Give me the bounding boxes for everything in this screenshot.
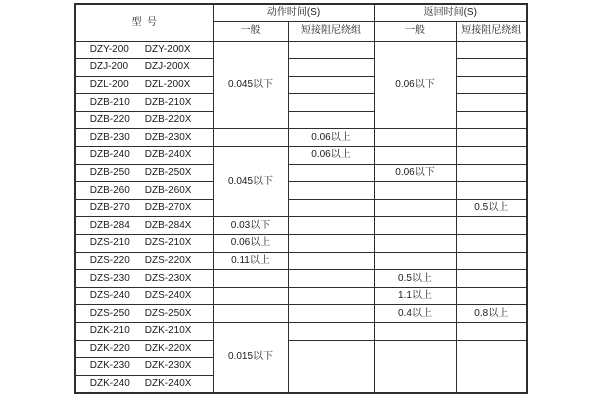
action-general-cell xyxy=(213,287,288,305)
model-pair xyxy=(76,168,213,178)
col-header-action-time: 动作时间(S) xyxy=(213,4,374,21)
model-x-label: DZS-250X xyxy=(144,307,192,319)
return-damped-cell xyxy=(456,59,527,77)
model-x-label: DZB-284X xyxy=(144,219,192,231)
model-x-label: DZL-200X xyxy=(144,78,191,90)
model-cell xyxy=(75,182,213,200)
model-pair xyxy=(76,62,213,72)
table-row xyxy=(75,147,527,165)
model-pair xyxy=(76,150,213,160)
model-x-label: DZS-220X xyxy=(144,254,192,266)
return-general-cell: 0.06以下 xyxy=(374,41,456,129)
model-cell xyxy=(75,111,213,129)
table-row xyxy=(75,182,527,200)
action-damped-cell xyxy=(288,76,374,94)
model-label: DZB-284 xyxy=(89,219,130,231)
model-label: DZJ-200 xyxy=(89,61,129,73)
model-cell xyxy=(75,199,213,217)
model-label: DZS-230 xyxy=(89,272,130,284)
return-general-cell xyxy=(374,147,456,165)
return-damped-cell: 0.5以上 xyxy=(456,199,527,217)
table-row xyxy=(75,323,527,341)
return-general-cell xyxy=(374,340,456,393)
action-damped-cell xyxy=(288,111,374,129)
relay-timing-spec-table xyxy=(74,3,528,394)
return-damped-cell xyxy=(456,94,527,112)
return-general-cell xyxy=(374,217,456,235)
return-damped-cell xyxy=(456,340,527,393)
table-row xyxy=(75,340,527,358)
model-label: DZK-210 xyxy=(89,325,130,337)
model-pair xyxy=(76,361,213,371)
model-x-label: DZB-240X xyxy=(144,149,192,161)
action-damped-cell xyxy=(288,199,374,217)
col-header-model: 型 号 xyxy=(75,4,213,41)
return-damped-cell xyxy=(456,111,527,129)
model-cell xyxy=(75,94,213,112)
model-cell xyxy=(75,287,213,305)
table-body xyxy=(75,41,527,393)
model-cell xyxy=(75,323,213,341)
model-label: DZB-260 xyxy=(89,184,130,196)
table-row xyxy=(75,94,527,112)
table-row xyxy=(75,111,527,129)
model-pair xyxy=(76,291,213,301)
return-damped-cell xyxy=(456,164,527,182)
action-damped-cell xyxy=(288,270,374,288)
table-row xyxy=(75,217,527,235)
model-pair xyxy=(76,45,213,55)
model-cell xyxy=(75,59,213,77)
model-label: DZB-230 xyxy=(89,131,130,143)
table-row xyxy=(75,41,527,59)
model-label: DZB-270 xyxy=(89,202,130,214)
col-header-return-time: 返回时间(S) xyxy=(374,4,527,21)
action-damped-cell xyxy=(288,41,374,59)
model-x-label: DZY-200X xyxy=(144,43,191,55)
return-general-cell xyxy=(374,129,456,147)
model-x-label: DZS-210X xyxy=(144,237,192,249)
model-label: DZK-230 xyxy=(89,360,130,372)
return-damped-cell xyxy=(456,323,527,341)
model-pair xyxy=(76,115,213,125)
return-general-cell xyxy=(374,252,456,270)
action-damped-cell xyxy=(288,182,374,200)
return-general-cell xyxy=(374,199,456,217)
action-damped-cell xyxy=(288,235,374,253)
model-pair xyxy=(76,186,213,196)
model-x-label: DZB-270X xyxy=(144,202,192,214)
action-general-cell xyxy=(213,305,288,323)
model-pair xyxy=(76,379,213,389)
return-general-cell xyxy=(374,323,456,341)
col-header-return-damped: 短接阻尼绕组 xyxy=(456,21,527,41)
model-x-label: DZB-220X xyxy=(144,114,192,126)
return-damped-cell xyxy=(456,287,527,305)
model-label: DZS-250 xyxy=(89,307,130,319)
model-x-label: DZS-240X xyxy=(144,290,192,302)
model-cell xyxy=(75,305,213,323)
return-damped-cell xyxy=(456,235,527,253)
table-row xyxy=(75,305,527,323)
return-damped-cell xyxy=(456,182,527,200)
action-damped-cell xyxy=(288,217,374,235)
model-label: DZK-220 xyxy=(89,342,130,354)
return-damped-cell xyxy=(456,147,527,165)
action-general-cell: 0.015以下 xyxy=(213,323,288,393)
model-pair xyxy=(76,98,213,108)
model-pair xyxy=(76,309,213,319)
model-pair xyxy=(76,256,213,266)
action-damped-cell: 0.06以上 xyxy=(288,129,374,147)
model-pair xyxy=(76,80,213,90)
model-pair xyxy=(76,274,213,284)
return-damped-cell xyxy=(456,270,527,288)
table-header xyxy=(75,4,527,41)
return-general-cell: 0.4以上 xyxy=(374,305,456,323)
model-pair xyxy=(76,133,213,143)
table-row xyxy=(75,252,527,270)
action-general-cell xyxy=(213,270,288,288)
model-pair xyxy=(76,221,213,231)
action-damped-cell xyxy=(288,164,374,182)
return-general-cell: 1.1以上 xyxy=(374,287,456,305)
model-pair xyxy=(76,203,213,213)
model-label: DZS-220 xyxy=(89,254,130,266)
model-cell xyxy=(75,76,213,94)
return-damped-cell xyxy=(456,41,527,59)
model-cell xyxy=(75,340,213,358)
model-pair xyxy=(76,344,213,354)
return-general-cell xyxy=(374,235,456,253)
model-cell xyxy=(75,375,213,393)
model-x-label: DZK-240X xyxy=(144,377,192,389)
col-header-return-general: 一般 xyxy=(374,21,456,41)
model-label: DZS-210 xyxy=(89,237,130,249)
model-cell xyxy=(75,358,213,376)
model-x-label: DZS-230X xyxy=(144,272,192,284)
action-damped-cell: 0.06以上 xyxy=(288,147,374,165)
action-general-cell: 0.045以下 xyxy=(213,41,288,129)
model-x-label: DZJ-200X xyxy=(144,61,190,73)
model-cell xyxy=(75,129,213,147)
model-label: DZK-240 xyxy=(89,377,130,389)
model-cell xyxy=(75,270,213,288)
action-general-cell xyxy=(213,129,288,147)
action-damped-cell xyxy=(288,94,374,112)
model-x-label: DZB-230X xyxy=(144,131,192,143)
action-damped-cell xyxy=(288,323,374,341)
table-row xyxy=(75,59,527,77)
table-row xyxy=(75,270,527,288)
return-damped-cell xyxy=(456,217,527,235)
action-general-cell: 0.06以上 xyxy=(213,235,288,253)
return-damped-cell: 0.8以上 xyxy=(456,305,527,323)
model-x-label: DZB-210X xyxy=(144,96,192,108)
return-general-cell: 0.5以上 xyxy=(374,270,456,288)
model-cell xyxy=(75,164,213,182)
model-label: DZL-200 xyxy=(89,78,129,90)
model-x-label: DZK-230X xyxy=(144,360,192,372)
table-row xyxy=(75,235,527,253)
action-general-cell: 0.11以上 xyxy=(213,252,288,270)
model-label: DZB-240 xyxy=(89,149,130,161)
action-general-cell: 0.03以下 xyxy=(213,217,288,235)
return-general-cell xyxy=(374,182,456,200)
model-label: DZB-220 xyxy=(89,114,130,126)
model-x-label: DZB-260X xyxy=(144,184,192,196)
model-pair xyxy=(76,238,213,248)
model-cell xyxy=(75,41,213,59)
model-cell xyxy=(75,235,213,253)
model-label: DZY-200 xyxy=(89,43,129,55)
table-row xyxy=(75,287,527,305)
model-pair xyxy=(76,326,213,336)
action-damped-cell xyxy=(288,59,374,77)
model-cell xyxy=(75,217,213,235)
model-x-label: DZK-220X xyxy=(144,342,192,354)
table-row xyxy=(75,129,527,147)
return-damped-cell xyxy=(456,252,527,270)
header-group-row xyxy=(75,4,527,21)
return-general-cell: 0.06以下 xyxy=(374,164,456,182)
model-label: DZB-210 xyxy=(89,96,130,108)
action-damped-cell xyxy=(288,287,374,305)
table-row xyxy=(75,199,527,217)
return-damped-cell xyxy=(456,76,527,94)
model-x-label: DZK-210X xyxy=(144,325,192,337)
table-row xyxy=(75,76,527,94)
model-x-label: DZB-250X xyxy=(144,166,192,178)
col-header-action-damped: 短接阻尼绕组 xyxy=(288,21,374,41)
action-general-cell: 0.045以下 xyxy=(213,147,288,217)
model-cell xyxy=(75,252,213,270)
model-label: DZB-250 xyxy=(89,166,130,178)
action-damped-cell xyxy=(288,305,374,323)
action-damped-cell xyxy=(288,252,374,270)
model-label: DZS-240 xyxy=(89,290,130,302)
return-damped-cell xyxy=(456,129,527,147)
table-row xyxy=(75,164,527,182)
action-damped-cell xyxy=(288,340,374,393)
col-header-action-general: 一般 xyxy=(213,21,288,41)
model-cell xyxy=(75,147,213,165)
